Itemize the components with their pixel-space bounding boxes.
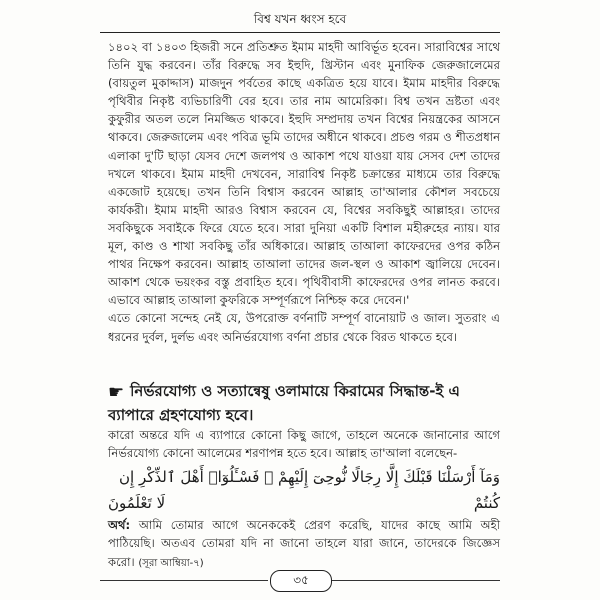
- section-paragraph: কারো অন্তরে যদি এ ব্যাপারে কোনো কিছু জাগে, তাহলে অনেকে জানানোর আগে নির্ভরযোগ্য কোনো আলেমের শরণাপন্ন হতে হবে। আল্লাহ তা'আলা বলেছেন-: [108, 428, 500, 461]
- translation-text: আমি তোমার আগে অনেককেই প্রেরণ করেছি, যাদের কাছে আমি অহী পাঠিয়েছি। অতএব তোমরা যদি না জানো তাহলে যারা জানে, তাদেরকে জিজ্ঞেস করো।: [108, 518, 501, 569]
- arabic-verse-line-2: لَا تَعْلَمُونَ: [108, 494, 166, 512]
- section-body: [108, 426, 500, 463]
- header-divider: [100, 32, 500, 33]
- surah-reference: (সূরা আম্বিয়া-৭): [138, 557, 204, 569]
- section-heading-text: নির্ভরযোগ্য ও সত্যান্বেষু ওলামায়ে কিরামের সিদ্ধান্ত-ই এ ব্যাপারে গ্রহণযোগ্য হবে।: [108, 382, 460, 424]
- running-header: বিশ্ব যখন ধ্বংস হবে: [253, 12, 347, 26]
- pointing-hand-icon: ☛: [108, 382, 125, 403]
- translation-label: অর্থ:: [108, 518, 131, 532]
- paragraph-1: ১৪০২ বা ১৪০৩ হিজরী সনে প্রতিশ্রুত ইমাম মাহদী আবির্ভূত হবেন। সারাবিশ্বের সাথে তিনি যুদ্ধ করবেন। তাঁর বিরুদ্ধে সব ইহুদি, খ্রিস্টান এবং মুনাফিক জেরুজালেমের (বায়তুল মুকাদ্দাস) মাজদুন পর্বতের কাছে একত্রিত হয়ে যাবে। ইমাম মাহদীর বিরুদ্ধে পৃথিবীর নিকৃষ্ট ব্যভিচারিণী বের হবে। তার নাম আমেরিকা। বিশ্ব তখন ভ্রষ্টতা এবং কুফুরীর অতল তলে নিমজ্জিত থাকবে। ইহুদি সম্প্রদায় তখন বিশ্বের নিয়ন্ত্রকের আসনে থাকবে। জেরুজালেম এবং পবিত্র ভূমি তাদের অধীনে থাকবে। প্রচণ্ড গরম ও শীতপ্রধান এলাকা দু'টি ছাড়া যেসব দেশে জলপথ ও আকাশ পথে যাওয়া যায় সেসব দেশ তাদের দখলে থাকবে। ইমাম মাহদী দেখবেন, সারাবিশ্ব নিকৃষ্ট চক্রান্তের মাধ্যমে তার বিরুদ্ধে একজোট হয়েছে। তখন তিনি বিশ্বাস করবেন আল্লাহ তা'আলার কৌশল সবচেয়ে কার্যকরী। ইমাম মাহদী আরও বিশ্বাস করবেন যে, বিশ্বের সবকিছুই আল্লাহর। তাদের সবকিছুকে সবাইকে ফিরে যেতে হবে। সারা দুনিয়া একটি বিশাল মহীরুহের ন্যায়। যার মূল, কাণ্ড ও শাখা সবকিছু তাঁর অধিকারে। আল্লাহ তাআলা কাফেরদের ওপর কঠিন পাথর নিক্ষেপ করবেন। আল্লাহ তাআলা তাদের জল-স্থল ও আকাশ জ্বালিয়ে দেবেন। আকাশ থেকে ভয়ংকর বস্তু প্রবাহিত হবে। পৃথিবীবাসী কাফেরদের ওপর লানত করবে। এভাবে আল্লাহ তাআলা কুফরিকে সম্পূর্ণরূপে নিশ্চিহ্ন করে দেবেন।': [108, 40, 500, 308]
- section-heading: [108, 380, 500, 426]
- paragraph-2: এতে কোনো সন্দেহ নেই যে, উপরোক্ত বর্ণনাটি সম্পূর্ণ বানোয়াট ও জাল। সুতরাং এ ধরনের দুর্বল, দুর্লভ এবং অনির্ভরযোগ্য বর্ণনা প্রচার থেকে বিরত থাকতে হবে।: [108, 311, 500, 344]
- page-number: ৩৫: [270, 570, 332, 592]
- main-text: [108, 38, 500, 346]
- verse-translation: [108, 516, 500, 573]
- arabic-verse-line-1: وَمَآ أَرْسَلْنَا قَبْلَكَ إِلَّا رِجَالًا نُّوحِىٓ إِلَيْهِمْ ۖ فَسْـَٔلُوٓا۟ أَهْلَ ٱلذِّكْرِ إِن كُنتُمْ: [119, 468, 500, 512]
